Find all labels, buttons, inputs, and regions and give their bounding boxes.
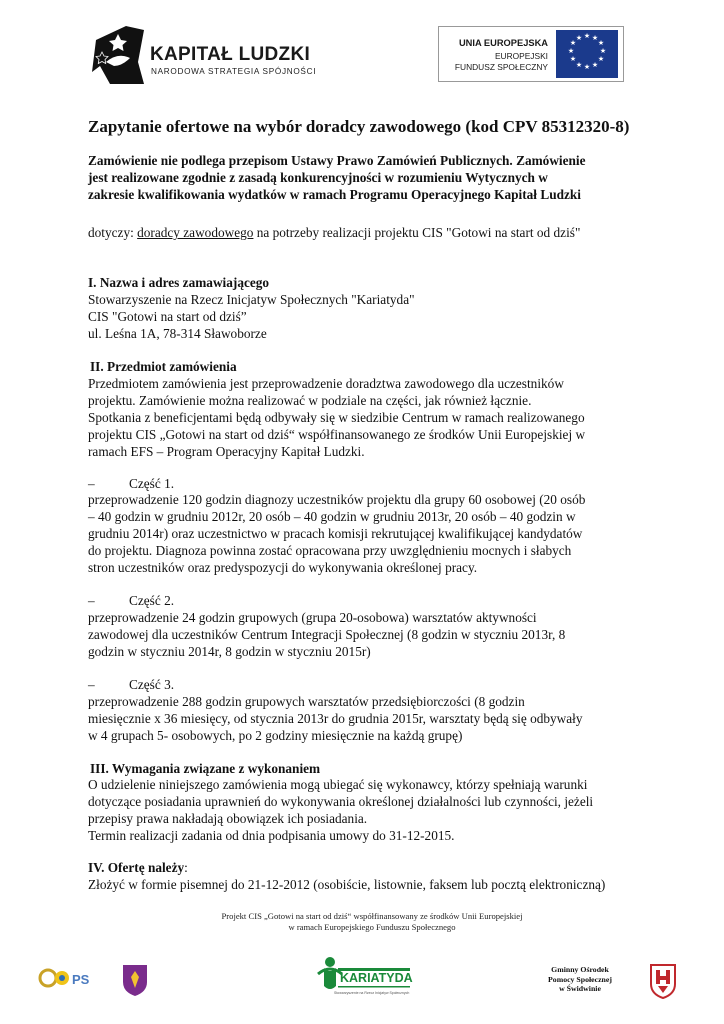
section-4-line: Złożyć w formie pisemnej do 21-12-2012 (osobiście, listownie, faksem lub pocztą elektroniczną): [88, 877, 606, 892]
kapital-ludzki-title: KAPITAŁ LUDZKI: [150, 44, 311, 65]
section-3-line: Termin realizacji zadania od dnia podpisania umowy do 31-12-2015.: [88, 828, 455, 843]
section-2-heading: II. Przedmiot zamówienia: [90, 359, 237, 374]
part-2-line: godzin w styczniu 2014r, 8 godzin w styczniu 2015r): [88, 644, 371, 659]
intro-line: zakresie kwalifikowania wydatków w ramach Programu Operacyjnego Kapitał Ludzki: [88, 187, 581, 202]
section-1-heading: I. Nazwa i adres zamawiającego: [88, 275, 270, 290]
part-2-label-text: Część 2.: [129, 593, 175, 608]
gmina-line: Pomocy Społecznej: [548, 974, 612, 984]
section-2-line: ramach EFS – Program Operacyjny Kapitał Ludzki.: [88, 444, 365, 459]
section-3-heading: III. Wymagania związane z wykonaniem: [90, 761, 321, 776]
svg-text:★: ★: [597, 55, 605, 63]
intro-line: jest realizowane zgodnie z zasadą konkurencyjności w rozumieniu Wytycznych w: [88, 170, 548, 185]
svg-text:★: ★: [591, 61, 599, 69]
footer-line-2: w ramach Europejskiego Funduszu Społecznego: [288, 922, 456, 932]
svg-text:★: ★: [591, 34, 599, 42]
kapital-ludzki-subtitle: NARODOWA STRATEGIA SPÓJNOŚCI: [151, 67, 317, 76]
section-1-line: CIS "Gotowi na start od dziś”: [88, 309, 247, 324]
section-2-line: Spotkania z beneficjentami będą odbywały się w siedzibie Centrum w ramach realizowanego: [88, 410, 585, 425]
part-3-line: miesięcznie x 36 miesięcy, od stycznia 2013r do grudnia 2015r, warsztaty będą się odbywały: [88, 711, 583, 726]
section-1-line: ul. Leśna 1A, 78-314 Sławoborze: [88, 326, 267, 341]
dash: –: [88, 593, 95, 608]
svg-text:★: ★: [583, 32, 591, 40]
part-2-line: zawodowej dla uczestników Centrum Integracji Społecznej (8 godzin w styczniu 2013r, 8: [88, 627, 566, 642]
kariatyda-subtext: Stowarzyszenie na Rzecz Inicjatyw Społecznych: [334, 991, 410, 995]
section-4-heading-text: IV. Ofertę należy: [88, 860, 185, 875]
svg-text:★: ★: [583, 63, 591, 71]
section-3-line: dotyczące posiadania uprawnień do wykonywania określonej działalności lub czynności, jeżeli: [88, 794, 594, 809]
svg-text:★: ★: [599, 47, 607, 55]
intro-line: Zamówienie nie podlega przepisom Ustawy Prawo Zamówień Publicznych. Zamówienie: [88, 153, 586, 168]
efs-label-1: EUROPEJSKI: [494, 51, 548, 61]
svg-text:★: ★: [569, 55, 577, 63]
svg-text:★: ★: [597, 39, 605, 47]
dash: –: [88, 677, 95, 692]
part-3-line: przeprowadzenie 288 godzin grupowych warsztatów przedsiębiorczości (8 godzin: [88, 694, 525, 709]
gops-text: PS: [72, 972, 90, 987]
part-3-label-text: Część 3.: [129, 677, 175, 692]
part-1-line: przeprowadzenie 120 godzin diagnozy uczestników projektu dla grupy 60 osobowej (20 osób: [88, 492, 586, 507]
section-3-line: O udzielenie niniejszego zamówienia mogą ubiegać się wykonawcy, którzy spełniają warunki: [88, 777, 588, 792]
part-2-label: [88, 593, 174, 610]
gops-swidwin-label: [548, 965, 612, 994]
coat-of-arms-icon: [120, 962, 150, 998]
part-3-label: [88, 677, 174, 694]
part-1-line: do projektu. Diagnoza powinna zostać opracowana przy uwzględnieniu mocnych i słabych: [88, 543, 572, 558]
dash: –: [88, 476, 95, 491]
part-1-label: [88, 476, 174, 493]
gmina-line: Gminny Ośrodek: [551, 965, 609, 974]
gmina-line: w Świdwinie: [559, 984, 601, 993]
part-2-line: przeprowadzenie 24 godzin grupowych (grupa 20-osobowa) warsztatów aktywności: [88, 610, 537, 625]
section-1-line: Stowarzyszenie na Rzecz Inicjatyw Społecznych "Kariatyda": [88, 292, 415, 307]
dotyczy-suffix: na potrzeby realizacji projektu CIS "Gotowi na start od dziś": [253, 225, 581, 240]
kariatyda-text: KARIATYDA: [340, 971, 413, 985]
footer-note: [160, 911, 584, 933]
section-2-line: projektu. Zamówienie można realizować w podziale na części, jak również łącznie.: [88, 393, 532, 408]
svg-text:★: ★: [575, 61, 583, 69]
section-2-line: projektu CIS „Gotowi na start od dziś“ współfinansowanego ze środków Unii Europejskiej w: [88, 427, 586, 442]
svg-text:★: ★: [575, 34, 583, 42]
doradca-link[interactable]: doradcy zawodowego: [137, 225, 254, 240]
svg-text:★: ★: [569, 39, 577, 47]
svg-text:★: ★: [567, 47, 575, 55]
dotyczy-prefix: dotyczy:: [88, 225, 138, 240]
section-4-heading: [88, 860, 188, 877]
section-3-line: przepisy prawa nakładają obowiązek ich posiadania.: [88, 811, 368, 826]
eu-label: UNIA EUROPEJSKA: [458, 38, 548, 48]
part-1-line: grudniu 2014r) oraz uczestnictwo w pracach komisji rekrutującej kwalifikującej kandydatów: [88, 526, 583, 541]
gops-logo-icon: [38, 966, 72, 990]
part-1-label-text: Część 1.: [129, 476, 175, 491]
section-4-colon: :: [184, 860, 188, 875]
part-1-line: – 40 godzin w grudniu 2012r, 20 osób – 40 godzin w grudniu 2013r, 20 osób – 40 godzin w: [88, 509, 576, 524]
part-1-line: stron uczestników oraz predyspozycji do wykonywania określonej pracy.: [88, 560, 478, 575]
efs-label-2: FUNDUSZ SPOŁECZNY: [454, 62, 548, 72]
section-2-line: Przedmiotem zamówienia jest przeprowadzenie doradztwa zawodowego dla uczestników: [88, 376, 564, 391]
part-3-line: w 4 grupach 5- osobowych, po 2 godziny miesięcznie na każdą grupę): [88, 728, 463, 743]
dotyczy-line: [88, 225, 580, 242]
document-title: Zapytanie ofertowe na wybór doradcy zawodowego (kod CPV 85312320-8): [88, 117, 630, 136]
swidwin-crest-icon: [648, 962, 678, 1000]
footer-line-1: Projekt CIS „Gotowi na start od dziś“ współfinansowany ze środków Unii Europejskiej: [221, 911, 523, 921]
